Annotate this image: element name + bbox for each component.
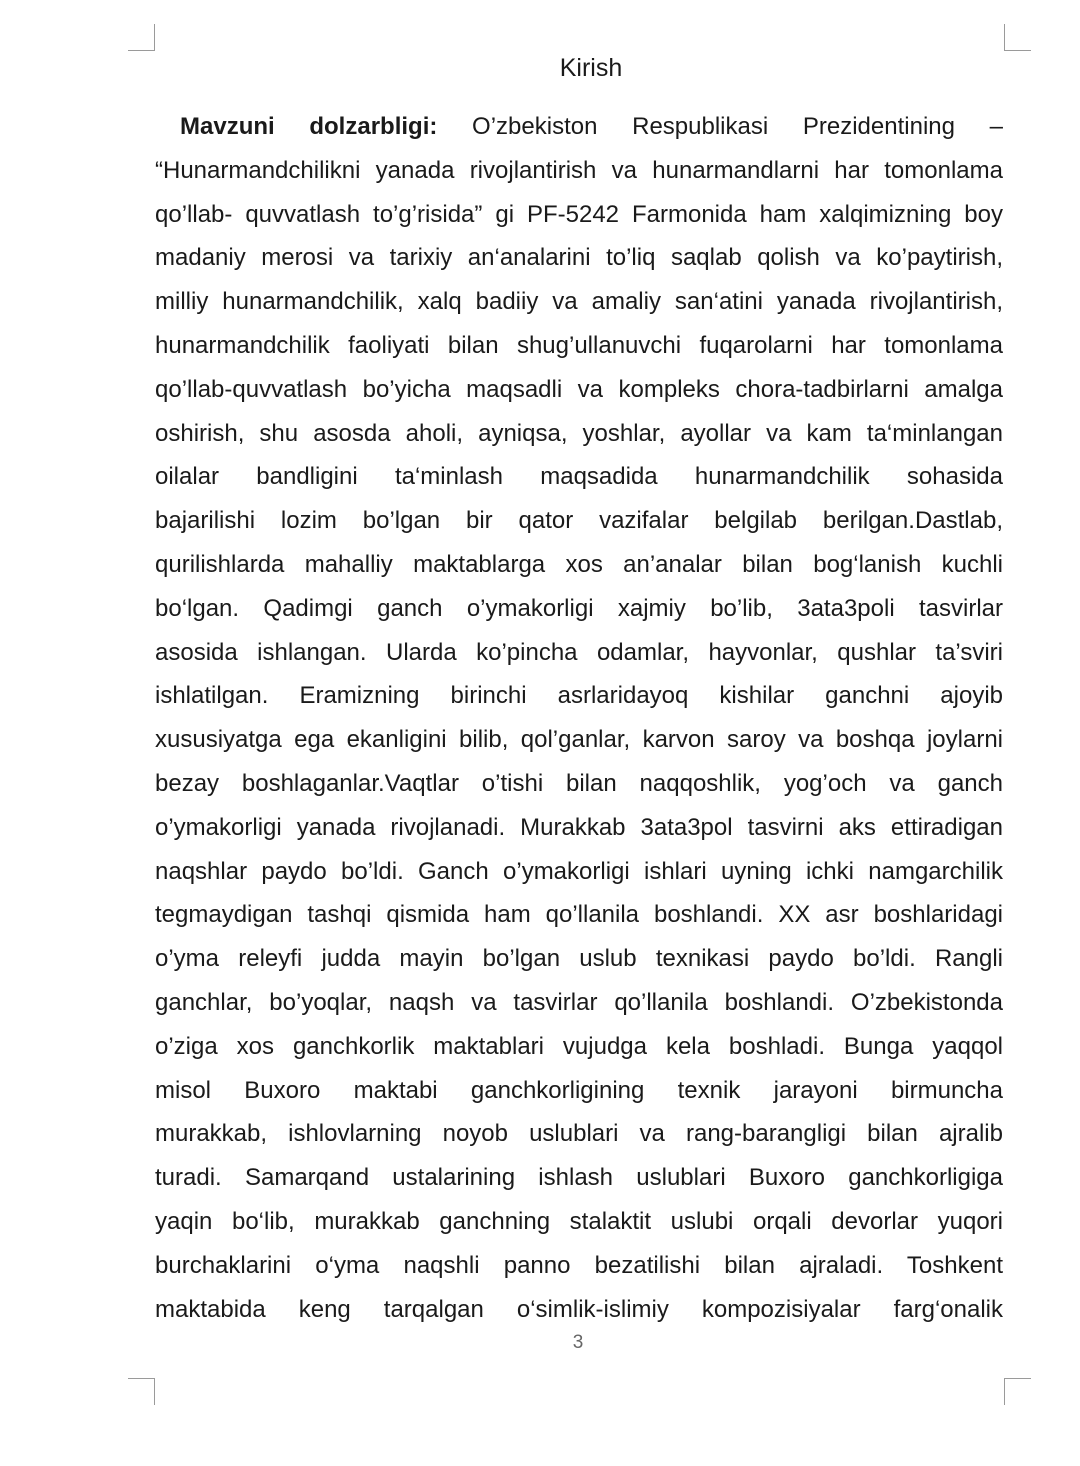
paragraph-line: bo‘lgan. Qadimgi ganch o’ymakorligi xajmiy bo’lib, 3ata3poli tasvirlar: [155, 594, 1003, 622]
paragraph-line: maktabida keng tarqalgan o‘simlik-islimiy kompozisiyalar farg‘onalik: [155, 1295, 1003, 1323]
paragraph-line: xususiyatga ega ekanligini bilib, qol’ganlar, karvon saroy va boshqa joylarni: [155, 726, 1003, 754]
paragraph-line: “Hunarmandchilikni yanada rivojlantirish va hunarmandlarni har tomonlama: [155, 156, 1003, 184]
paragraph-line: asosida ishlangan. Ularda ko’pincha odamlar, hayvonlar, qushlar ta’sviri: [155, 638, 1003, 666]
paragraph-line: [155, 105, 1003, 149]
crop-mark-top-left: [128, 24, 155, 51]
paragraph-line: o’ziga xos ganchkorlik maktablari vujudga kela boshladi. Bunga yaqqol: [155, 1032, 1003, 1060]
paragraph-line: oilalar bandligini ta‘minlash maqsadida hunarmandchilik sohasida: [155, 463, 1003, 491]
body-paragraph: [155, 105, 1003, 1331]
page-number: 3: [572, 1332, 584, 1353]
page-title: Kirish: [559, 54, 623, 82]
paragraph-line: misol Buxoro maktabi ganchkorligining texnik jarayoni birmuncha: [155, 1076, 1003, 1104]
paragraph-line: murakkab, ishlovlarning noyob uslublari va rang-barangligi bilan ajralib: [155, 1120, 1003, 1148]
paragraph-line: oshirish, shu asosda aholi, ayniqsa, yoshlar, ayollar va kam ta‘minlangan: [155, 419, 1003, 447]
paragraph-line: madaniy merosi va tarixiy an‘analarini to’liq saqlab qolish va ko’paytirish,: [155, 244, 1003, 272]
paragraph-line: naqshlar paydo bo’ldi. Ganch o’ymakorligi ishlari uyning ichki namgarchilik: [155, 857, 1003, 885]
paragraph-line: burchaklarini o‘yma naqshli panno bezatilishi bilan ajraladi. Toshkent: [155, 1251, 1003, 1279]
crop-mark-bottom-right: [1004, 1378, 1031, 1405]
crop-mark-bottom-left: [128, 1378, 155, 1405]
paragraph-line: ganchlar, bo’yoqlar, naqsh va tasvirlar qo’llanila boshlandi. O’zbekistonda: [155, 988, 1003, 1016]
paragraph-line: milliy hunarmandchilik, xalq badiiy va amaliy san‘atini yanada rivojlantirish,: [155, 288, 1003, 316]
paragraph-line: ishlatilgan. Eramizning birinchi asrlaridayoq kishilar ganchni ajoyib: [155, 682, 1003, 710]
paragraph-line: qurilishlarda mahalliy maktablarga xos an’analar bilan bog‘lanish kuchli: [155, 550, 1003, 578]
paragraph-line: qo’llab- quvvatlash to’g’risida” gi PF-5242 Farmonida ham xalqimizning boy: [155, 200, 1003, 228]
paragraph-line: hunarmandchilik faoliyati bilan shug’ullanuvchi fuqarolarni har tomonlama: [155, 331, 1003, 359]
paragraph-line: tegmaydigan tashqi qismida ham qo’llanila boshlandi. XX asr boshlaridagi: [155, 901, 1003, 929]
line-text: O’zbekiston Respublikasi Prezidentining –: [472, 113, 1003, 140]
paragraph-line: yaqin bo‘lib, murakkab ganchning stalaktit uslubi orqali devorlar yuqori: [155, 1207, 1003, 1235]
paragraph-line: bezay boshlaganlar.Vaqtlar o’tishi bilan naqqoshlik, yog’och va ganch: [155, 769, 1003, 797]
crop-mark-top-right: [1004, 24, 1031, 51]
paragraph-line: turadi. Samarqand ustalarining ishlash uslublari Buxoro ganchkorligiga: [155, 1164, 1003, 1192]
paragraph-line: bajarilishi lozim bo’lgan bir qator vazifalar belgilab berilgan.Dastlab,: [155, 507, 1003, 535]
lead-label: Mavzuni dolzarbligi:: [180, 113, 438, 140]
paragraph-line: qo’llab-quvvatlash bo’yicha maqsadli va kompleks chora-tadbirlarni amalga: [155, 375, 1003, 403]
paragraph-line: o’yma releyfi judda mayin bo’lgan uslub texnikasi paydo bo’ldi. Rangli: [155, 945, 1003, 973]
paragraph-line: o’ymakorligi yanada rivojlanadi. Murakkab 3ata3pol tasvirni aks ettiradigan: [155, 813, 1003, 841]
